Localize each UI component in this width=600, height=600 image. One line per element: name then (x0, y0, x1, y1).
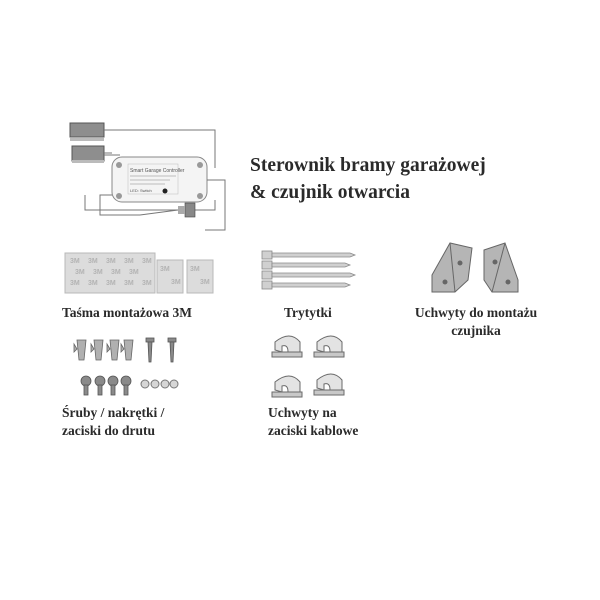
svg-text:3M: 3M (111, 269, 121, 276)
svg-text:3M: 3M (142, 258, 152, 265)
svg-text:3M: 3M (75, 269, 85, 276)
sensor-brackets-icon (432, 243, 518, 292)
svg-text:3M: 3M (124, 280, 134, 287)
cable-ties-icon (262, 251, 355, 289)
caption-sensor-brackets (396, 304, 556, 340)
cable-clips-icon (272, 336, 344, 397)
caption-screws (62, 404, 164, 440)
caption-screws-line-2: zaciski do drutu (62, 423, 156, 438)
caption-cable-clips (268, 404, 358, 440)
svg-text:3M: 3M (106, 258, 116, 265)
title-line-2: & czujnik otwarcia (250, 182, 410, 203)
svg-text:3M: 3M (160, 266, 170, 273)
svg-text:3M: 3M (88, 280, 98, 287)
garage-controller-icon (100, 157, 225, 230)
svg-text:3M: 3M (70, 280, 80, 287)
controller-brand-text: Smart Garage Controller (130, 168, 185, 174)
svg-text:3M: 3M (129, 269, 139, 276)
caption-mounting-tape: Taśma montażowa 3M (62, 305, 192, 320)
caption-cable-ties: Trytytki (284, 305, 332, 320)
mounting-tape-icon (65, 253, 213, 293)
caption-cable-clips-line-2: zaciski kablowe (268, 423, 359, 438)
controller-led-text: LED: Switch (130, 188, 152, 193)
svg-text:3M: 3M (190, 266, 200, 273)
svg-text:3M: 3M (106, 280, 116, 287)
svg-text:3M: 3M (200, 279, 210, 286)
title-line-1: Sterownik bramy garażowej (250, 155, 486, 176)
caption-cable-clips-line-1: Uchwyty na (268, 405, 337, 420)
svg-text:3M: 3M (124, 258, 134, 265)
svg-text:3M: 3M (70, 258, 80, 265)
caption-sensor-brackets-line-1: Uchwyty do montażu (414, 305, 538, 320)
svg-text:3M: 3M (171, 279, 181, 286)
caption-screws-line-1: Śruby / nakrętki / (62, 405, 165, 420)
svg-text:3M: 3M (88, 258, 98, 265)
screws-icon (74, 338, 178, 395)
svg-text:3M: 3M (93, 269, 103, 276)
caption-sensor-brackets-line-2: czujnika (451, 323, 501, 338)
svg-text:3M: 3M (142, 280, 152, 287)
